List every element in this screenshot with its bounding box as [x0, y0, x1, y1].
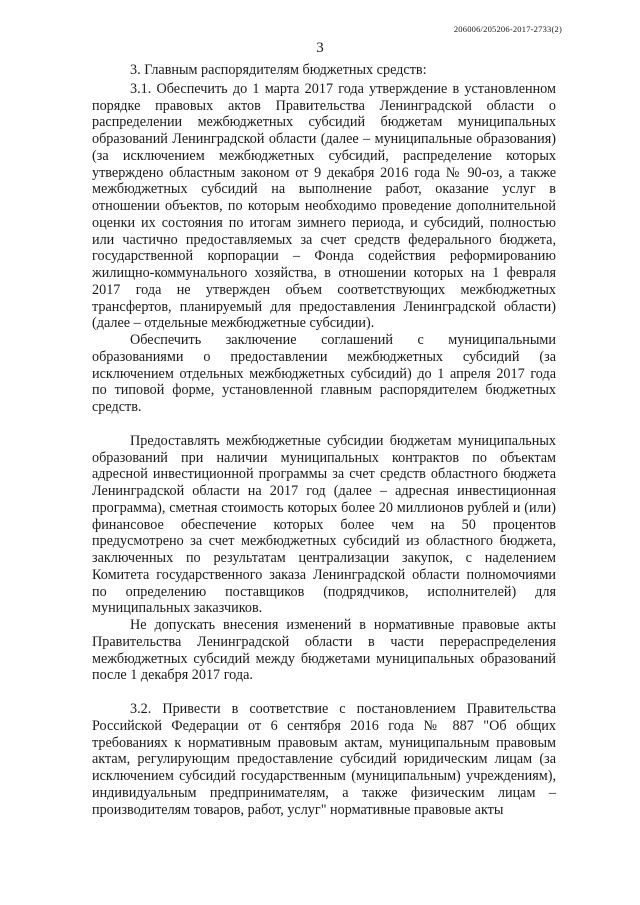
page-number: 3 — [316, 40, 324, 56]
paragraph-no-changes: Не допускать внесения изменений в нормативные правовые акты Правительства Ленинградской области в части перераспределения межбюджетных субсидий между бюджетами муниципальных образований после 1 декабря 2017 года. — [92, 617, 556, 684]
paragraph-3-1: 3.1. Обеспечить до 1 марта 2017 года утверждение в установленном порядке правовых актов Правительства Ленинградской области о распределении межбюджетных субсидий бюджетам муниципальных образований Ленинградской области (далее – муниципальные образования) (за исключением межбюджетных субсидий, распределение которых утверждено областным законом от 9 декабря 2016 года № 90-оз, а также межбюджетных субсидий на выполнение работ, оказание услуг в отношении объектов, по которым необходимо проведение дополнительной оценки их состояния по итогам зимнего периода, и субсидий, полностью или частично предоставляемых за счет средств федерального бюджета, государственной корпорации – Фонда содействия реформированию жилищно-коммунального хозяйства, в отношении которых на 1 февраля 2017 года не утвержден объем соответствующих межбюджетных трансфертов, планируемый для предоставления Ленинградской области) (далее – отдельные межбюджетные субсидии). — [92, 80, 556, 332]
document-registration-number: 206006/205206-2017-2733(2) — [453, 24, 562, 34]
document-body — [92, 62, 556, 818]
section-3-heading: 3. Главным распорядителям бюджетных средств: — [130, 62, 427, 78]
paragraph-3-2: 3.2. Привести в соответствие с постановлением Правительства Российской Федерации от 6 сентября 2016 года № 887 "Об общих требованиях к нормативным правовым актам, муниципальным правовым актам, регулирующим предоставление субсидий юридическим лицам (за исключением субсидий государственным (муниципальным) учреждениям), индивидуальным предпринимателям, а также физическим лицам – производителям товаров, работ, услуг" нормативные правовые акты — [92, 701, 556, 818]
paragraph-agreements: Обеспечить заключение соглашений с муниципальными образованиями о предоставлении межбюджетных субсидий (за исключением отдельных межбюджетных субсидий) до 1 апреля 2017 года по типовой форме, установленной главным распорядителем бюджетных средств. — [92, 332, 556, 415]
paragraph-provide-subsidies: Предоставлять межбюджетные субсидии бюджетам муниципальных образований при наличии муниципальных контрактов по объектам адресной инвестиционной программы за счет средств областного бюджета Ленинградской области на 2017 год (далее – адресная инвестиционная программа), сметная стоимость которых более 20 миллионов рублей и (или) финансовое обеспечение которых более чем на 50 процентов предусмотрено за счет межбюджетных субсидий из областного бюджета, заключенных по результатам централизации закупок, с наделением Комитета государственного заказа Ленинградской области полномочиями по определению поставщиков (подрядчиков, исполнителей) для муниципальных заказчиков. — [92, 432, 556, 617]
